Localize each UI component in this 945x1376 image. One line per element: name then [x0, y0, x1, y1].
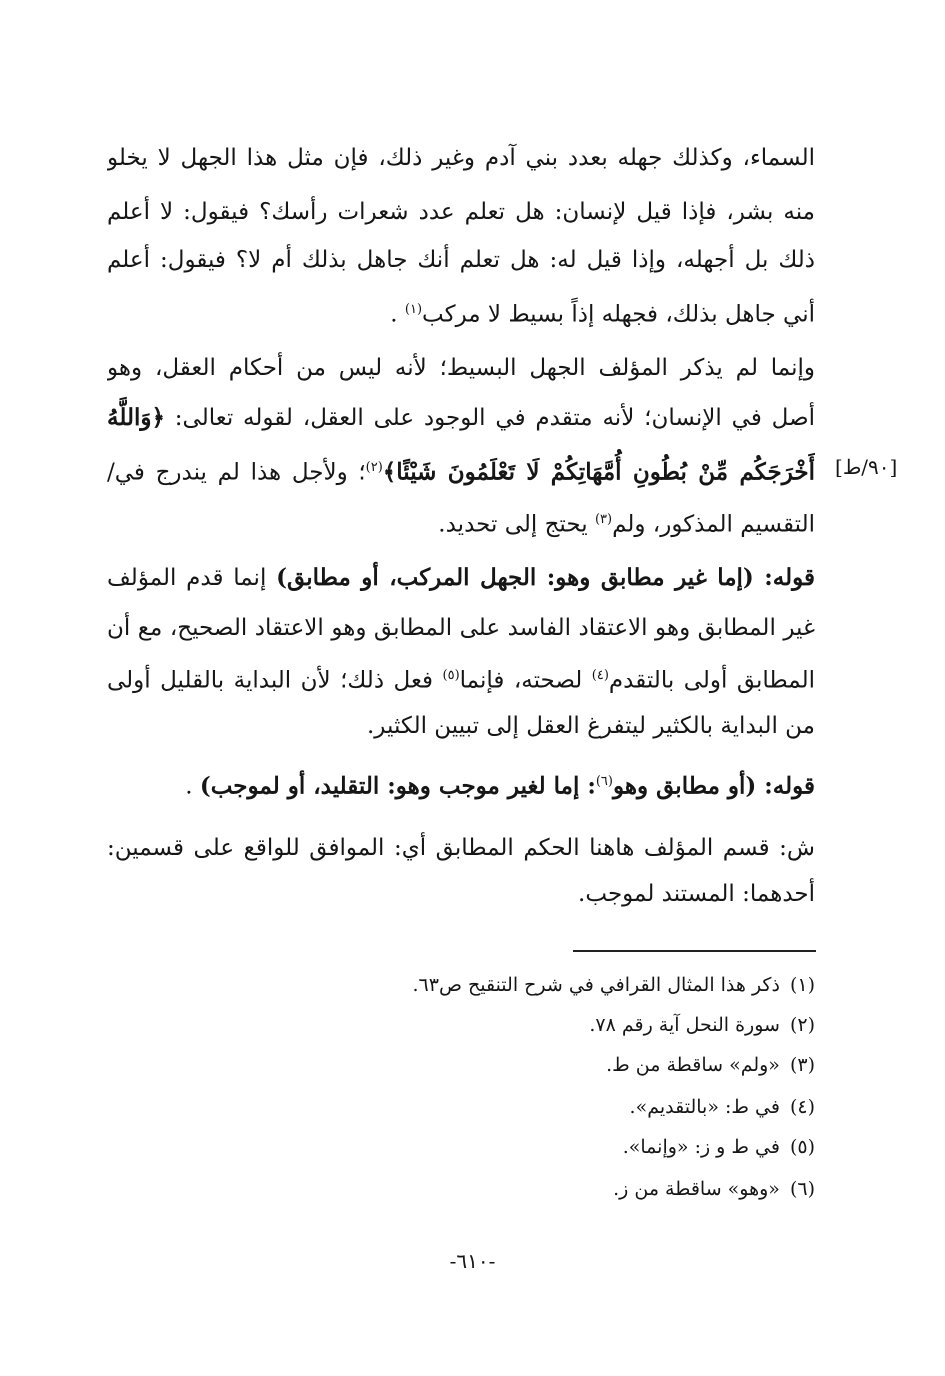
quoted-text: : إما لغير موجب وهو: التقليد، أو لموجب): [199, 772, 596, 800]
body-line: [107, 760, 815, 804]
body-text: يحتج إلى تحديد.: [438, 511, 595, 538]
body-text: .: [390, 301, 405, 328]
footnote-text: سورة النحل آية رقم ٧٨.: [589, 1014, 780, 1036]
manuscript-margin-note: [٩٠/ط]: [835, 455, 898, 479]
body-line: ش: قسم المؤلف هاهنا الحكم المطابق أي: الموافق للواقع على قسمين:: [107, 835, 815, 861]
quoted-text: قوله: (أو مطابق وهو: [612, 772, 815, 800]
footnote-number: (٦): [789, 1178, 815, 1200]
footnote-number: (٥): [789, 1136, 815, 1158]
body-line: [107, 446, 815, 490]
body-text: .: [185, 773, 200, 800]
footnote: [300, 1172, 815, 1206]
body-text: أصل في الإنسان؛ لأنه متقدم في الوجود على العقل، لقوله تعالى:: [164, 405, 815, 431]
body-line: أحدهما: المستند لموجب.: [578, 881, 815, 907]
body-text: لصحته، فإنما: [459, 667, 592, 694]
footnote: [300, 1130, 815, 1164]
footnote-text: «وهو» ساقطة من ز.: [613, 1178, 780, 1200]
body-line: من البداية بالكثير ليتفرغ العقل إلى تبيين الكثير.: [367, 713, 815, 739]
footnote-text: «ولم» ساقطة من ط.: [606, 1054, 780, 1076]
footnote-text: في ط: «بالتقديم».: [629, 1096, 780, 1118]
body-line: [107, 396, 815, 440]
body-text: ؛ ولأجل هذا لم يندرج في/: [107, 459, 366, 486]
body-line: [107, 498, 815, 542]
footnote-ref: (٦): [595, 774, 613, 789]
body-line: ذلك بل أجهله، وإذا قيل له: هل تعلم أنك جاهل بذلك أم لا؟ فيقول: أعلم: [107, 247, 815, 273]
footnote-text: ذكر هذا المثال القرافي في شرح التنقيح ص٦٣.: [412, 974, 780, 996]
body-line: [107, 556, 815, 600]
footnote-ref: (٣): [594, 512, 613, 527]
footnote: [300, 1048, 815, 1082]
quoted-text: قوله: (إما غير مطابق وهو: الجهل المركب، أو مطابق): [276, 564, 815, 591]
body-line: [107, 654, 815, 698]
body-text: المطابق أولى بالتقدم: [608, 667, 815, 694]
footnote: [300, 1090, 815, 1124]
quran-verse: أَخْرَجَكُم مِّنْ بُطُونِ أُمَّهَاتِكُمْ لَا تَعْلَمُونَ شَيْئًا﴾: [382, 458, 815, 486]
footnote-number: (٢): [789, 1014, 815, 1036]
page-number: -٦١٠-: [449, 1249, 496, 1273]
body-line: منه بشر، فإذا قيل لإنسان: هل تعلم عدد شعرات رأسك؟ فيقول: لا أعلم: [107, 199, 815, 225]
body-line: [107, 288, 815, 332]
body-line: السماء، وكذلك جهله بعدد بني آدم وغير ذلك، فإن مثل هذا الجهل لا يخلو: [107, 145, 815, 171]
footnote-number: (٤): [789, 1096, 815, 1118]
footnote-number: (١): [789, 974, 815, 996]
footnote-text: في ط و ز: «وإنما».: [622, 1136, 780, 1158]
footnote-divider: [573, 950, 816, 952]
body-text: التقسيم المذكور، ولم: [612, 511, 815, 538]
footnote-ref: (١): [404, 302, 423, 317]
quran-verse: ﴿وَاللَّهُ: [107, 404, 165, 431]
body-text: إنما قدم المؤلف: [107, 565, 277, 591]
footnote: [300, 968, 815, 1002]
footnote-number: (٣): [789, 1054, 815, 1076]
footnote-ref: (٥): [442, 668, 460, 683]
body-line: وإنما لم يذكر المؤلف الجهل البسيط؛ لأنه ليس من أحكام العقل، وهو: [107, 355, 815, 381]
footnote-ref: (٤): [591, 668, 609, 683]
body-text: فعل ذلك؛ لأن البداية بالقليل أولى: [107, 667, 443, 694]
body-line: غير المطابق وهو الاعتقاد الفاسد على المطابق وهو الاعتقاد الصحيح، مع أن: [107, 615, 815, 641]
footnote-ref: (٢): [365, 460, 383, 475]
footnote: [300, 1008, 815, 1042]
body-text: أني جاهل بذلك، فجهله إذاً بسيط لا مركب: [422, 301, 815, 328]
